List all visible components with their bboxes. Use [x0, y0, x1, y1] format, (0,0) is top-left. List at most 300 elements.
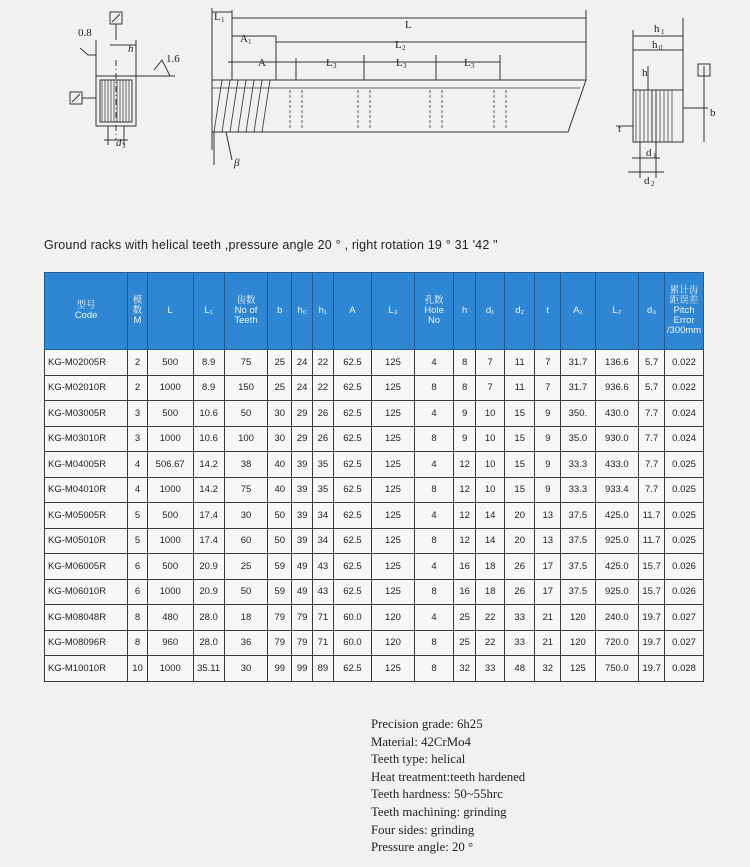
table-cell: 8 — [128, 630, 148, 656]
column-header-line: 型号 — [76, 300, 96, 311]
table-cell: 39 — [292, 452, 313, 478]
table-cell: 9 — [535, 477, 561, 503]
table-cell: 19.7 — [639, 656, 665, 682]
table-cell: 11 — [505, 350, 535, 376]
column-header — [372, 273, 415, 350]
column-header — [292, 273, 313, 350]
table-cell: 40 — [268, 477, 292, 503]
table-cell: 26 — [505, 554, 535, 580]
model-code-cell: KG-M05010R — [45, 528, 128, 554]
table-cell: 2 — [128, 375, 148, 401]
table-cell: 125 — [372, 477, 415, 503]
table-cell: 3 — [128, 426, 148, 452]
column-header-line: No of — [234, 305, 258, 316]
table-cell: 4 — [414, 503, 453, 529]
dim-label-L2-sub: 2 — [402, 44, 406, 52]
table-cell: 35 — [312, 452, 333, 478]
table-cell: 8 — [414, 656, 453, 682]
table-cell: 20 — [505, 503, 535, 529]
dim-label-h1-sub: 1 — [661, 28, 665, 36]
table-cell: 20 — [505, 528, 535, 554]
table-cell: 425.0 — [595, 554, 639, 580]
dim-label-h1: h — [654, 23, 660, 35]
table-cell: 120 — [561, 605, 595, 631]
spec-note-line: Teeth machining: grinding — [371, 804, 507, 819]
table-cell: 15.7 — [639, 554, 665, 580]
dim-label-d2-sub: 2 — [651, 180, 655, 188]
table-cell: 1000 — [147, 656, 193, 682]
table-cell: 9 — [535, 426, 561, 452]
table-cell: 31.7 — [561, 375, 595, 401]
column-header-line: 距误差 — [669, 295, 699, 306]
column-header-line: No — [427, 315, 441, 326]
table-cell: 8 — [414, 477, 453, 503]
table-cell: 33.3 — [561, 452, 595, 478]
dim-label-A1-sub: 1 — [248, 38, 252, 46]
table-cell: 21 — [535, 605, 561, 631]
table-caption: Ground racks with helical teeth ,pressure angle 20 ° , right rotation 19 ° 31 '42 " — [44, 238, 498, 252]
table-row — [45, 605, 704, 631]
table-cell: 14.2 — [193, 452, 224, 478]
table-row — [45, 630, 704, 656]
dim-label-L3c: L — [464, 57, 471, 69]
dim-label-d1: d — [646, 147, 652, 159]
table-cell: 33 — [476, 656, 505, 682]
table-cell: 8 — [414, 579, 453, 605]
table-cell: 6 — [128, 554, 148, 580]
table-cell: 125 — [372, 452, 415, 478]
column-header-line: Teeth — [234, 315, 258, 326]
dim-label-L3b-sub: 3 — [403, 62, 407, 70]
column-header — [505, 273, 535, 350]
table-cell: 13 — [535, 503, 561, 529]
table-cell: 35.11 — [193, 656, 224, 682]
column-header-line: /300mm — [666, 325, 702, 336]
table-cell: 33 — [505, 630, 535, 656]
table-cell: 7 — [535, 375, 561, 401]
table-cell: 12 — [454, 503, 476, 529]
table-cell: 7 — [535, 350, 561, 376]
spec-note-line: Pressure angle: 20 ° — [371, 840, 474, 855]
table-cell: 30 — [224, 656, 268, 682]
dim-label-beta: β — [234, 157, 240, 169]
specification-table — [44, 272, 704, 682]
table-cell: 71 — [312, 630, 333, 656]
table-cell: 1000 — [147, 477, 193, 503]
table-cell: 8 — [128, 605, 148, 631]
table-cell: 8 — [454, 375, 476, 401]
table-cell: 62.5 — [333, 401, 371, 427]
column-header — [128, 273, 148, 350]
table-cell: 99 — [292, 656, 313, 682]
dim-label-L1-sub: 1 — [221, 16, 225, 24]
table-row — [45, 477, 704, 503]
table-cell: 62.5 — [333, 375, 371, 401]
column-header — [414, 273, 453, 350]
table-cell: 50 — [224, 579, 268, 605]
table-cell: 480 — [147, 605, 193, 631]
table-cell: 425.0 — [595, 503, 639, 529]
table-cell: 750.0 — [595, 656, 639, 682]
table-cell: 1000 — [147, 528, 193, 554]
table-cell: 10 — [476, 401, 505, 427]
table-row — [45, 452, 704, 478]
table-cell: 30 — [224, 503, 268, 529]
table-cell: 22 — [312, 350, 333, 376]
table-cell: 10 — [128, 656, 148, 682]
table-cell: 0.025 — [665, 528, 704, 554]
table-cell: 37.5 — [561, 503, 595, 529]
dim-label-d3-sub: 3 — [122, 142, 126, 150]
model-code-cell: KG-M03005R — [45, 401, 128, 427]
dim-label-h0-sub: 0 — [659, 44, 663, 52]
table-row — [45, 375, 704, 401]
table-cell: 0.022 — [665, 350, 704, 376]
table-cell: 17 — [535, 579, 561, 605]
table-cell: 17.4 — [193, 528, 224, 554]
model-code-cell: KG-M10010R — [45, 656, 128, 682]
table-row — [45, 401, 704, 427]
spec-note-line: Four sides: grinding — [371, 822, 475, 837]
table-cell: 433.0 — [595, 452, 639, 478]
column-header-line: t — [546, 305, 550, 316]
table-cell: 10 — [476, 426, 505, 452]
table-cell: 125 — [372, 401, 415, 427]
table-cell: 48 — [505, 656, 535, 682]
table-cell: 37.5 — [561, 528, 595, 554]
table-cell: 14 — [476, 528, 505, 554]
column-header-line: d₃ — [647, 305, 657, 316]
table-cell: 11.7 — [639, 528, 665, 554]
table-cell: 11 — [505, 375, 535, 401]
table-cell: 430.0 — [595, 401, 639, 427]
table-cell: 60 — [224, 528, 268, 554]
table-cell: 125 — [372, 503, 415, 529]
table-cell: 0.024 — [665, 401, 704, 427]
column-header-line: d₁ — [485, 305, 495, 316]
table-cell: 9 — [454, 426, 476, 452]
table-cell: 26 — [505, 579, 535, 605]
table-cell: 4 — [128, 452, 148, 478]
table-cell: 120 — [561, 630, 595, 656]
table-cell: 125 — [372, 350, 415, 376]
spec-notes — [371, 716, 525, 857]
dim-label-L3b: L — [396, 57, 403, 69]
table-cell: 28.0 — [193, 630, 224, 656]
table-cell: 125 — [372, 579, 415, 605]
table-cell: 18 — [224, 605, 268, 631]
table-cell: 5 — [128, 528, 148, 554]
column-header — [561, 273, 595, 350]
table-cell: 62.5 — [333, 477, 371, 503]
table-cell: 240.0 — [595, 605, 639, 631]
table-cell: 15 — [505, 401, 535, 427]
table-cell: 4 — [414, 605, 453, 631]
table-cell: 39 — [292, 503, 313, 529]
table-cell: 71 — [312, 605, 333, 631]
column-header-line: L — [167, 305, 173, 316]
table-cell: 50 — [268, 503, 292, 529]
table-cell: 0.026 — [665, 579, 704, 605]
table-cell: 26 — [312, 401, 333, 427]
table-cell: 8 — [454, 350, 476, 376]
table-cell: 22 — [476, 605, 505, 631]
table-cell: 19.7 — [639, 605, 665, 631]
table-cell: 29 — [292, 401, 313, 427]
table-cell: 36 — [224, 630, 268, 656]
table-cell: 925.0 — [595, 579, 639, 605]
table-cell: 125 — [561, 656, 595, 682]
table-cell: 25 — [268, 375, 292, 401]
model-code-cell: KG-M08096R — [45, 630, 128, 656]
table-row — [45, 554, 704, 580]
column-header-line: 数 — [132, 305, 143, 316]
table-cell: 0.026 — [665, 554, 704, 580]
table-cell: 18 — [476, 579, 505, 605]
table-cell: 37.5 — [561, 554, 595, 580]
dim-label-d1-sub: 1 — [653, 152, 657, 160]
table-cell: 7 — [476, 350, 505, 376]
table-cell: 50 — [224, 401, 268, 427]
table-cell: 125 — [372, 426, 415, 452]
column-header — [147, 273, 193, 350]
column-header-line: b — [277, 305, 283, 316]
table-cell: 18 — [476, 554, 505, 580]
table-cell: 6 — [128, 579, 148, 605]
table-cell: 500 — [147, 503, 193, 529]
table-cell: 0.027 — [665, 630, 704, 656]
column-header — [665, 273, 704, 350]
dim-label-A1: A — [240, 33, 248, 45]
table-cell: 31.7 — [561, 350, 595, 376]
dim-label-d3: d — [116, 137, 122, 149]
table-header-row — [45, 273, 704, 350]
column-header-line: Hole — [424, 305, 444, 316]
table-cell: 25 — [454, 605, 476, 631]
table-cell: 933.4 — [595, 477, 639, 503]
column-header-line: A₁ — [573, 305, 583, 316]
table-cell: 10.6 — [193, 401, 224, 427]
table-cell: 79 — [292, 605, 313, 631]
table-cell: 79 — [268, 605, 292, 631]
table-cell: 62.5 — [333, 452, 371, 478]
table-cell: 39 — [292, 528, 313, 554]
roughness-label-side: 1.6 — [166, 53, 180, 65]
table-cell: 14.2 — [193, 477, 224, 503]
table-cell: 136.6 — [595, 350, 639, 376]
table-cell: 12 — [454, 452, 476, 478]
table-cell: 5 — [128, 503, 148, 529]
table-cell: 125 — [372, 656, 415, 682]
table-cell: 79 — [292, 630, 313, 656]
table-cell: 79 — [268, 630, 292, 656]
table-cell: 34 — [312, 528, 333, 554]
table-cell: 60.0 — [333, 605, 371, 631]
table-cell: 4 — [414, 401, 453, 427]
table-cell: 39 — [292, 477, 313, 503]
table-cell: 12 — [454, 477, 476, 503]
table-cell: 62.5 — [333, 503, 371, 529]
table-row — [45, 579, 704, 605]
table-cell: 33 — [505, 605, 535, 631]
table-cell: 125 — [372, 375, 415, 401]
column-header — [45, 273, 128, 350]
table-cell: 10 — [476, 477, 505, 503]
table-cell: 7 — [476, 375, 505, 401]
table-cell: 35.0 — [561, 426, 595, 452]
table-cell: 62.5 — [333, 528, 371, 554]
table-cell: 13 — [535, 528, 561, 554]
table-cell: 720.0 — [595, 630, 639, 656]
dim-label-L: L — [405, 19, 412, 31]
table-cell: 2 — [128, 350, 148, 376]
dim-label-t: t — [618, 123, 622, 135]
model-code-cell: KG-M06005R — [45, 554, 128, 580]
table-cell: 16 — [454, 554, 476, 580]
table-cell: 62.5 — [333, 554, 371, 580]
table-cell: 150 — [224, 375, 268, 401]
table-cell: 34 — [312, 503, 333, 529]
table-cell: 12 — [454, 528, 476, 554]
table-cell: 24 — [292, 375, 313, 401]
table-cell: 30 — [268, 401, 292, 427]
table-cell: 16 — [454, 579, 476, 605]
table-cell: 62.5 — [333, 579, 371, 605]
table-cell: 930.0 — [595, 426, 639, 452]
column-header-line: M — [133, 315, 142, 326]
table-cell: 43 — [312, 579, 333, 605]
table-cell: 25 — [454, 630, 476, 656]
table-cell: 8 — [414, 630, 453, 656]
table-cell: 30 — [268, 426, 292, 452]
model-code-cell: KG-M04010R — [45, 477, 128, 503]
spec-note-line: Heat treatment:teeth hardened — [371, 769, 526, 784]
table-cell: 75 — [224, 477, 268, 503]
table-row — [45, 426, 704, 452]
table-cell: 7.7 — [639, 477, 665, 503]
table-row — [45, 656, 704, 682]
spec-note-line: Material: 42CrMo4 — [371, 734, 471, 749]
table-cell: 50 — [268, 528, 292, 554]
end-view-drawing — [616, 18, 710, 178]
column-header — [224, 273, 268, 350]
column-header-line: Code — [74, 310, 98, 321]
table-cell: 11.7 — [639, 503, 665, 529]
dim-label-h: h — [128, 43, 134, 55]
table-cell: 0.027 — [665, 605, 704, 631]
column-header — [535, 273, 561, 350]
table-cell: 0.025 — [665, 452, 704, 478]
table-cell: 9 — [535, 401, 561, 427]
table-cell: 19.7 — [639, 630, 665, 656]
table-cell: 100 — [224, 426, 268, 452]
table-cell: 25 — [268, 350, 292, 376]
table-cell: 99 — [268, 656, 292, 682]
technical-drawings — [0, 0, 750, 215]
table-cell: 8 — [414, 426, 453, 452]
table-cell: 125 — [372, 554, 415, 580]
table-cell: 49 — [292, 579, 313, 605]
table-cell: 22 — [476, 630, 505, 656]
table-cell: 7.7 — [639, 401, 665, 427]
table-cell: 7.7 — [639, 426, 665, 452]
column-header-line: 孔数 — [424, 295, 444, 306]
column-header-line: h₀ — [297, 305, 307, 316]
column-header-line: 累计齿 — [669, 285, 699, 296]
table-cell: 350. — [561, 401, 595, 427]
table-cell: 925.0 — [595, 528, 639, 554]
table-cell: 75 — [224, 350, 268, 376]
table-cell: 29 — [292, 426, 313, 452]
model-code-cell: KG-M04005R — [45, 452, 128, 478]
column-header — [454, 273, 476, 350]
table-cell: 1000 — [147, 426, 193, 452]
table-cell: 8 — [414, 528, 453, 554]
table-cell: 8.9 — [193, 350, 224, 376]
table-cell: 4 — [414, 350, 453, 376]
table-cell: 38 — [224, 452, 268, 478]
table-cell: 28.0 — [193, 605, 224, 631]
table-cell: 936.6 — [595, 375, 639, 401]
column-header-line: 模 — [132, 295, 143, 306]
column-header — [268, 273, 292, 350]
table-cell: 0.025 — [665, 477, 704, 503]
table-cell: 62.5 — [333, 426, 371, 452]
table-cell: 1000 — [147, 375, 193, 401]
dim-label-L2: L — [395, 39, 402, 51]
table-cell: 0.024 — [665, 426, 704, 452]
column-header-line: Error — [673, 315, 695, 326]
table-row — [45, 350, 704, 376]
table-cell: 10.6 — [193, 426, 224, 452]
table-cell: 60.0 — [333, 630, 371, 656]
table-cell: 20.9 — [193, 554, 224, 580]
table-cell: 10 — [476, 452, 505, 478]
table-cell: 0.025 — [665, 503, 704, 529]
dim-label-L3c-sub: 3 — [471, 62, 475, 70]
table-cell: 32 — [535, 656, 561, 682]
table-cell: 1000 — [147, 579, 193, 605]
table-cell: 8 — [414, 375, 453, 401]
column-header — [476, 273, 505, 350]
table-cell: 17.4 — [193, 503, 224, 529]
column-header-line: L₃ — [388, 305, 398, 316]
table-cell: 4 — [414, 452, 453, 478]
table-cell: 15 — [505, 426, 535, 452]
table-cell: 120 — [372, 605, 415, 631]
column-header-line: 齿数 — [236, 295, 256, 306]
table-row — [45, 503, 704, 529]
spec-note-line: Teeth hardness: 50~55hrc — [371, 787, 503, 802]
spec-note-line: Precision grade: 6h25 — [371, 717, 483, 731]
roughness-label-face: 0.8 — [78, 27, 92, 39]
table-cell: 15 — [505, 477, 535, 503]
table-cell: 35 — [312, 477, 333, 503]
model-code-cell: KG-M06010R — [45, 579, 128, 605]
table-cell: 21 — [535, 630, 561, 656]
dim-label-b: b — [710, 107, 716, 119]
table-cell: 59 — [268, 554, 292, 580]
table-cell: 8.9 — [193, 375, 224, 401]
table-cell: 0.028 — [665, 656, 704, 682]
table-cell: 15 — [505, 452, 535, 478]
table-cell: 17 — [535, 554, 561, 580]
dim-label-L3a: L — [326, 57, 333, 69]
table-cell: 125 — [372, 528, 415, 554]
table-body — [45, 350, 704, 682]
dim-label-h-right: h — [642, 67, 648, 79]
column-header-line: L₂ — [612, 305, 622, 316]
